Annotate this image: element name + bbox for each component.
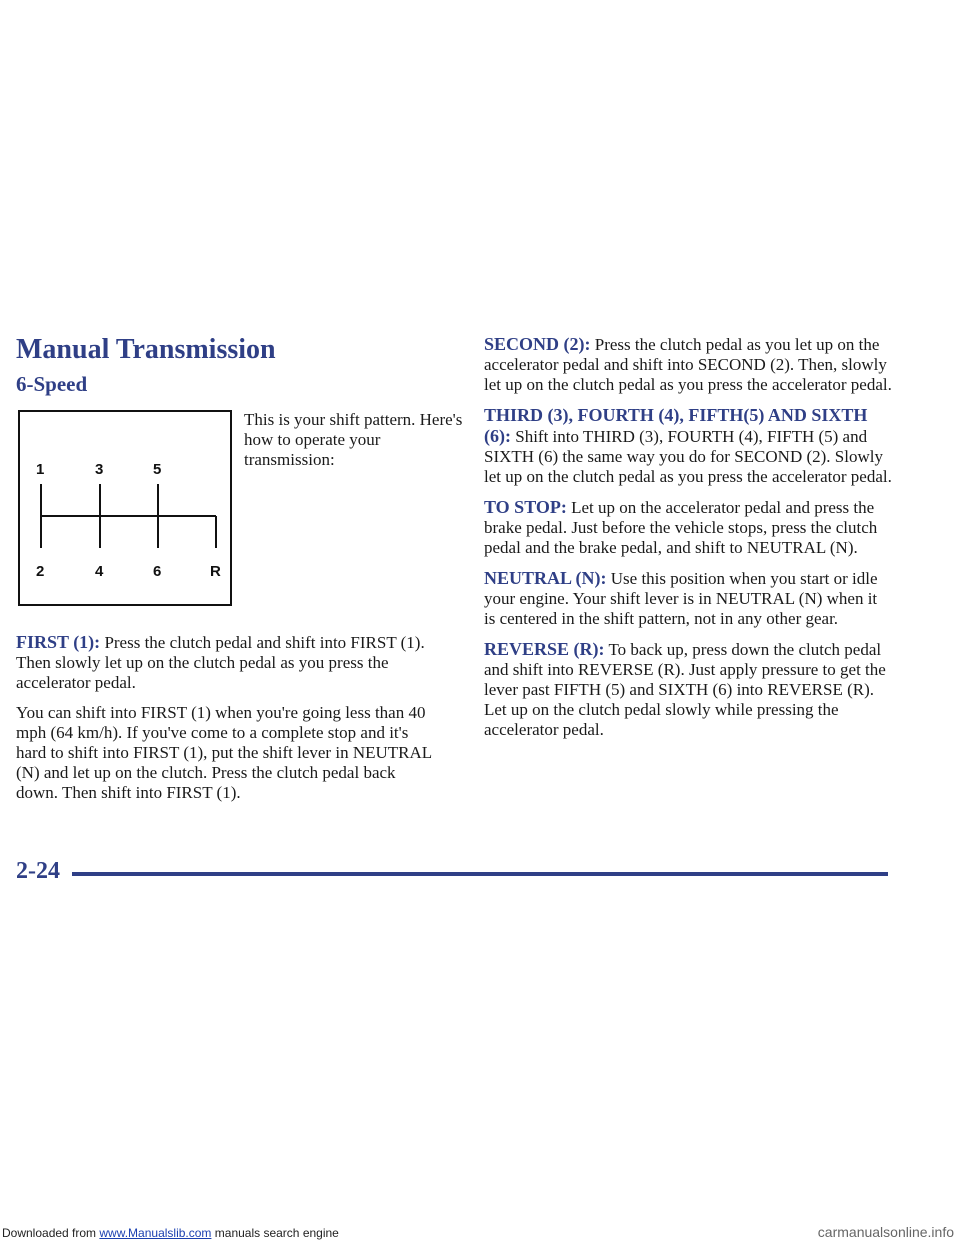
download-note: [2, 1226, 339, 1240]
paragraph-text: Use this position when you start or idle your engine. Your shift lever is in NEUTRAL (N) when it is centered in the shift pattern, not in any other gear.: [484, 569, 878, 628]
section-subtitle: 6-Speed: [16, 372, 88, 396]
paragraph-text: Press the clutch pedal as you let up on the accelerator pedal and shift into SECOND (2). Then, slowly let up on the clutch pedal as you press the accelerator pedal.: [484, 335, 892, 394]
right-column: [484, 334, 892, 750]
paragraph-second: [484, 334, 892, 395]
gear-label-6: 6: [153, 563, 162, 580]
paragraph-third-to-sixth: [484, 405, 892, 487]
gear-label-4: 4: [95, 563, 104, 580]
gear-label-r: R: [210, 563, 221, 580]
paragraph-first: [16, 632, 440, 693]
gear-label-1: 1: [36, 461, 45, 478]
paragraph-text: Press the clutch pedal and shift into FIRST (1). Then slowly let up on the clutch pedal as you press the accelerator pedal.: [16, 633, 425, 692]
gear-label-5: 5: [153, 461, 162, 478]
paragraph-to-stop: [484, 497, 892, 558]
section-title: Manual Transmission: [16, 334, 276, 365]
page-number: 2-24: [16, 858, 60, 884]
paragraph-label: SECOND (2):: [484, 334, 591, 354]
paragraph-label: FIRST (1):: [16, 632, 101, 652]
download-footer: [0, 1224, 960, 1242]
download-suffix: manuals search engine: [211, 1226, 339, 1240]
download-prefix: Downloaded from: [2, 1226, 100, 1240]
paragraph-label: TO STOP:: [484, 497, 567, 517]
paragraph-text: Shift into THIRD (3), FOURTH (4), FIFTH (5) and SIXTH (6) the same way you do for SECOND (2). Slowly let up on the clutch pedal as you press the accelerator pedal.: [484, 427, 892, 486]
manualslib-link[interactable]: www.Manualslib.com: [99, 1226, 212, 1240]
paragraph-label: NEUTRAL (N):: [484, 568, 607, 588]
gear-label-2: 2: [36, 563, 45, 580]
intro-text: This is your shift pattern. Here's how to operate your transmission:: [244, 410, 463, 469]
gear-label-3: 3: [95, 461, 104, 478]
left-column: [16, 632, 440, 813]
paragraph-neutral: [484, 568, 892, 629]
shift-pattern-diagram: [18, 410, 232, 606]
watermark-text: carmanualsonline.info: [817, 1224, 954, 1240]
paragraph-label: REVERSE (R):: [484, 639, 605, 659]
paragraph-text: Let up on the accelerator pedal and press the brake pedal. Just before the vehicle stops, press the clutch pedal and the brake pedal, and shift to NEUTRAL (N).: [484, 498, 878, 557]
paragraph-reverse: [484, 639, 892, 740]
paragraph-text: To back up, press down the clutch pedal and shift into REVERSE (R). Just apply pressure to get the lever past FIFTH (5) and SIXTH (6) into REVERSE (R). Let up on the clutch pedal slowly while pressing the accelerator pedal.: [484, 640, 886, 739]
paragraph-first-note: [16, 703, 440, 803]
footer-rule: [72, 872, 888, 876]
paragraph-label: THIRD (3), FOURTH (4), FIFTH(5) AND SIXTH (6):: [484, 405, 868, 446]
paragraph-text: You can shift into FIRST (1) when you're going less than 40 mph (64 km/h). If you've come to a complete stop and it's hard to shift into FIRST (1), put the shift lever in NEUTRAL (N) and let up on the clutch. Press the clutch pedal back down. Then shift into FIRST (1).: [16, 703, 432, 802]
shift-pattern-svg: [20, 412, 230, 604]
